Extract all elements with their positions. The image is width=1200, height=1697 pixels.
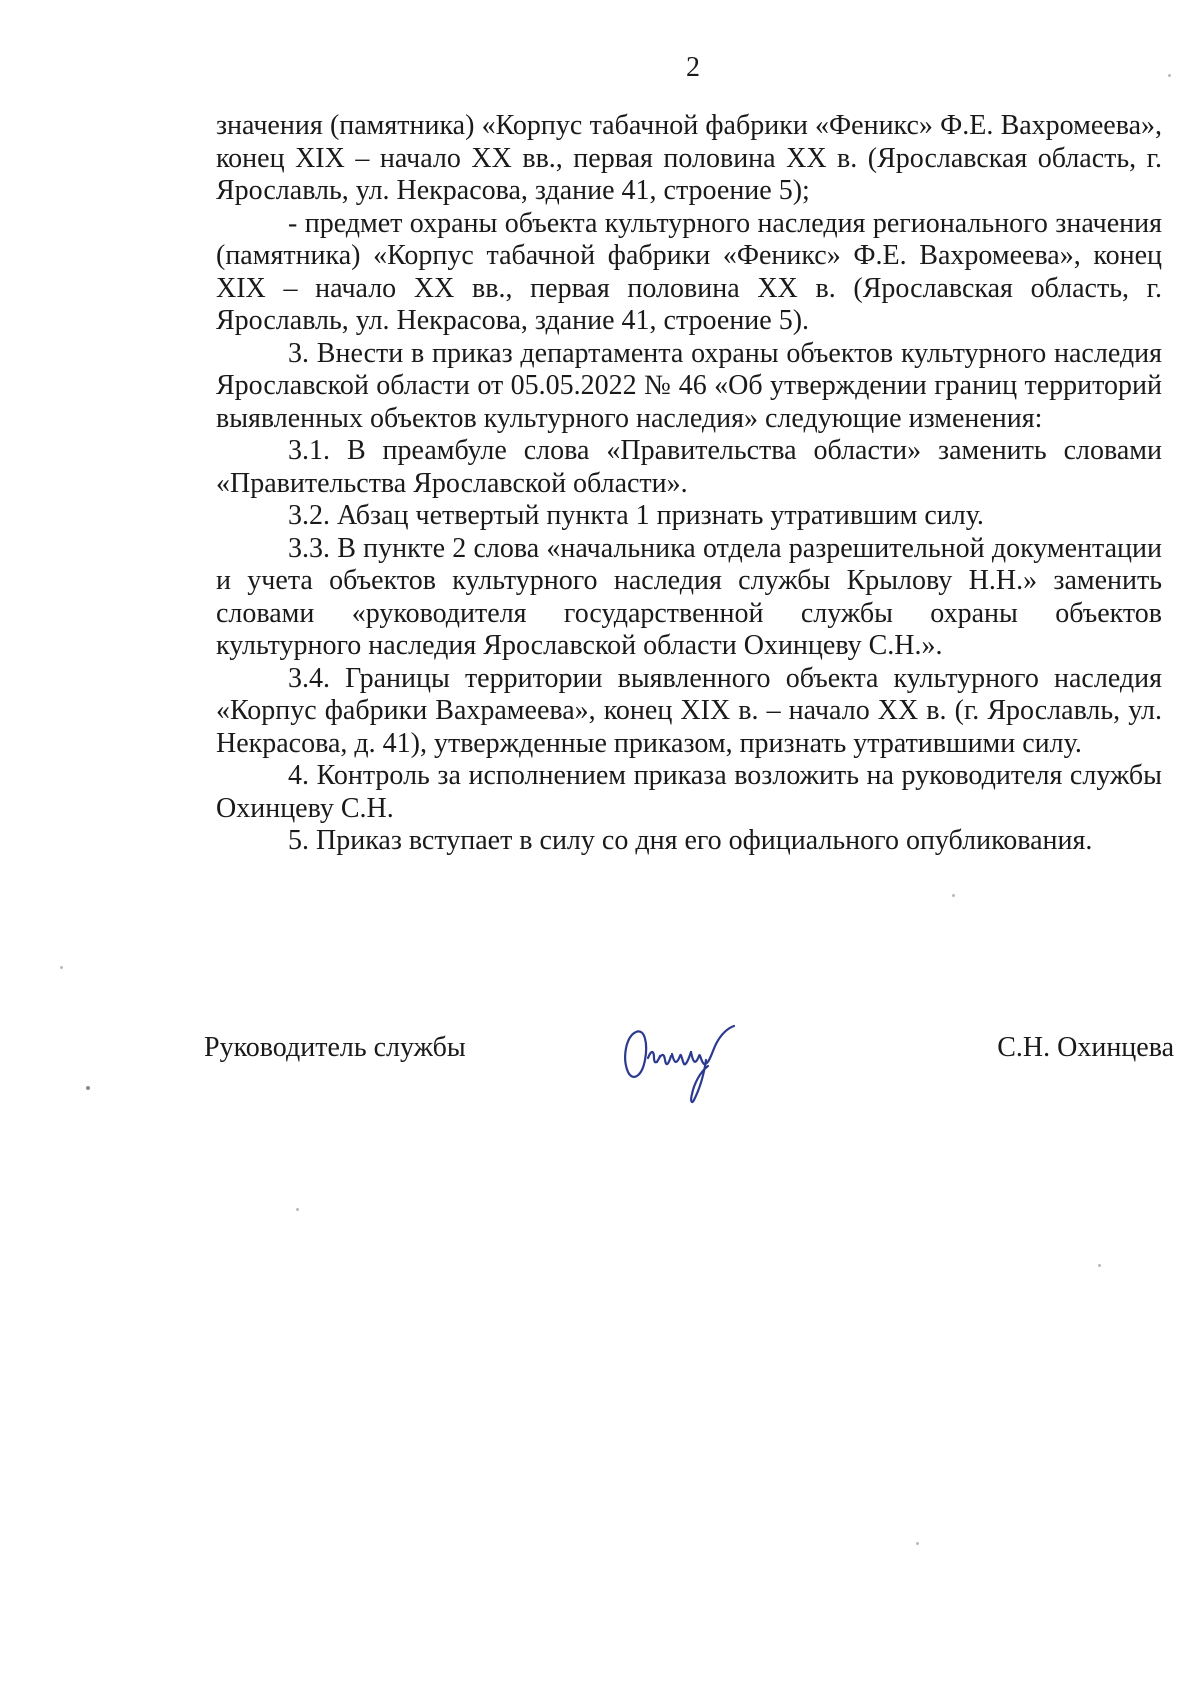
signer-position: Руководитель службы xyxy=(204,1032,466,1063)
paragraph-item-3-3: 3.3. В пункте 2 слова «начальника отдела разрешительной документации и учета объектов культурного наследия службы Крылову Н.Н.» заменить словами «руководителя государственной службы охраны объектов культурного наследия Ярославской области Охинцеву С.Н.». xyxy=(216,532,1162,661)
scan-speck xyxy=(1168,74,1171,77)
scan-speck xyxy=(916,1542,919,1545)
scan-speck xyxy=(952,894,955,897)
paragraph-item-5: 5. Приказ вступает в силу со дня его официального опубликования. xyxy=(288,825,1093,856)
scan-speck xyxy=(60,966,63,969)
signature-stroke-ts xyxy=(691,1026,734,1064)
paragraph-item-3: 3. Внести в приказ департамента охраны объектов культурного наследия Ярославской области от 05.05.2022 № 46 «Об утверждении границ территорий выявленных объектов культурного наследия» следующие изменения: xyxy=(216,337,1162,434)
signature-stroke-tail xyxy=(691,1060,708,1102)
paragraph-item-4: 4. Контроль за исполнением приказа возложить на руководителя службы Охинцеву С.Н. xyxy=(216,760,1162,824)
signer-name: С.Н. Охинцева xyxy=(997,1032,1174,1063)
handwritten-signature xyxy=(614,1010,754,1106)
scan-speck xyxy=(1098,1264,1101,1267)
signature-stroke-zh xyxy=(648,1052,671,1064)
paragraph-item-3-4: 3.4. Границы территории выявленного объекта культурного наследия «Корпус фабрики Вахрамеева», конец XIX в. – начало XX в. (г. Ярославль, ул. Некрасова, д. 41), утвержденные приказом, признать утратившими силу. xyxy=(216,662,1162,759)
signature-stroke-i xyxy=(672,1052,691,1064)
scan-speck xyxy=(296,1208,299,1211)
paragraph-item-3-2: 3.2. Абзац четвертый пункта 1 признать утратившим силу. xyxy=(288,500,984,531)
page-number: 2 xyxy=(686,52,700,83)
signature-block xyxy=(0,1010,1200,1120)
paragraph-monument-name: значения (памятника) «Корпус табачной фабрики «Феникс» Ф.Е. Вахромеева», конец XIX – начало XX вв., первая половина XX в. (Ярославская область, г. Ярославль, ул. Некрасова, здание 41, строение 5); xyxy=(216,110,1162,206)
signature-stroke-o xyxy=(625,1031,646,1077)
paragraph-item-3-1: 3.1. В преамбуле слова «Правительства области» заменить словами «Правительства Ярославской области». xyxy=(216,435,1162,499)
document-body xyxy=(216,110,1162,858)
paragraph-protection-subject: - предмет охраны объекта культурного наследия регионального значения (памятника) «Корпус табачной фабрики «Феникс» Ф.Е. Вахромеева», конец XIX – начало XX вв., первая половина XX в. (Ярославская область, г. Ярославль, ул. Некрасова, здание 41, строение 5). xyxy=(216,207,1162,336)
scan-speck xyxy=(86,1086,90,1090)
